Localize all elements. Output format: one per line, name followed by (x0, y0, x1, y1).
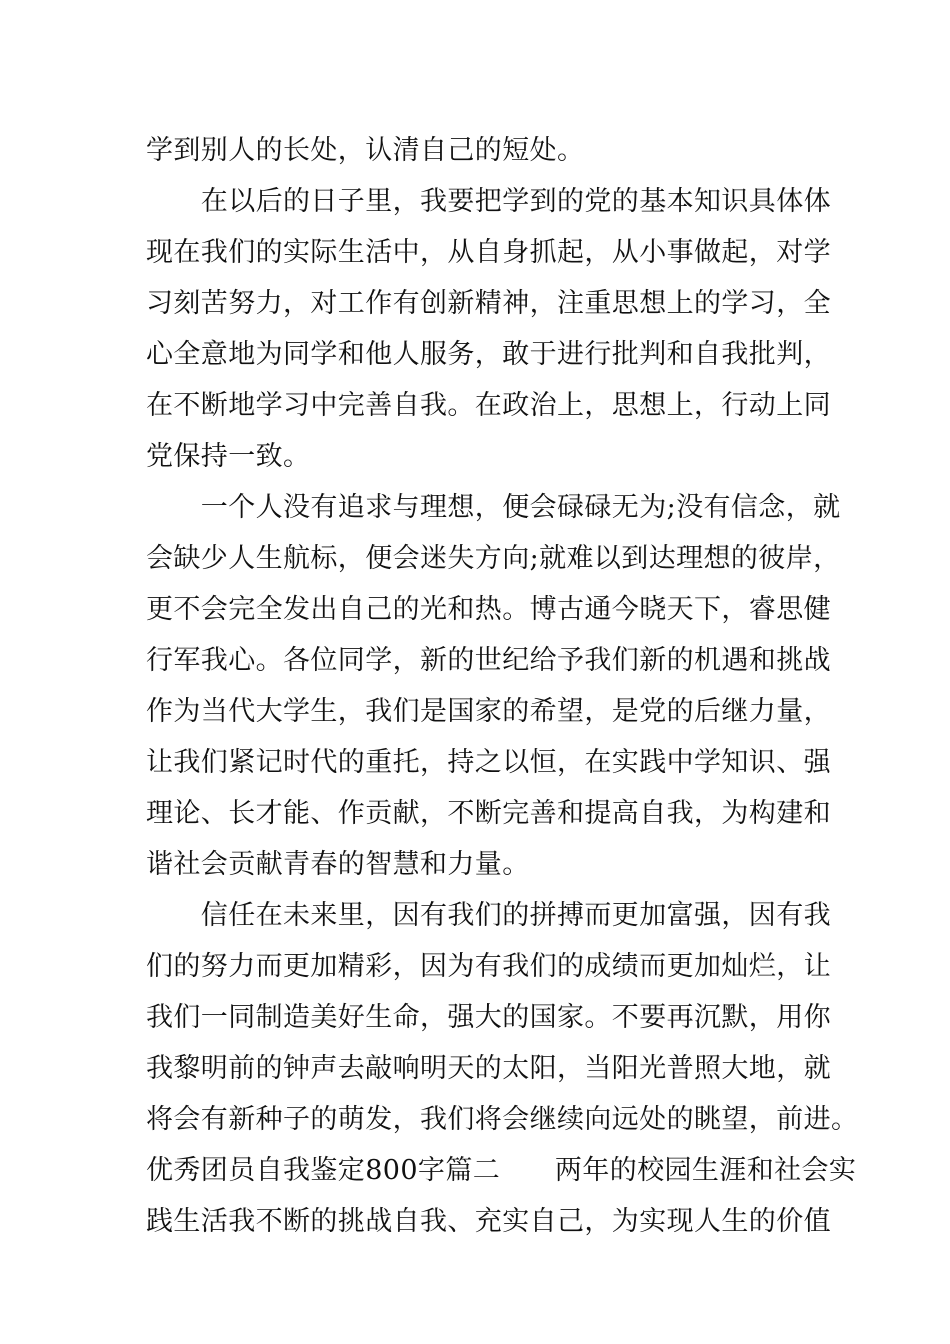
section-heading-line: 优秀团员自我鉴定800字篇二 两年的校园生涯和社会实 (146, 1155, 857, 1186)
text-line: 行军我心。各位同学，新的世纪给予我们新的机遇和挑战 (146, 645, 831, 676)
text-line: 在不断地学习中完善自我。在政治上，思想上，行动上同 (146, 390, 831, 421)
text-line: 心全意地为同学和他人服务，敢于进行批判和自我批判， (146, 339, 831, 370)
text-line: 在以后的日子里，我要把学到的党的基本知识具体体 (146, 186, 831, 217)
text-line: 习刻苦努力，对工作有创新精神，注重思想上的学习，全 (146, 288, 831, 319)
text-line: 学到别人的长处，认清自己的短处。 (146, 135, 585, 166)
text-line: 我们一同制造美好生命，强大的国家。不要再沉默，用你 (146, 1002, 831, 1033)
text-line: 践生活我不断的挑战自我、充实自己，为实现人生的价值 (146, 1206, 831, 1237)
text-line: 党保持一致。 (146, 441, 311, 472)
text-line: 作为当代大学生，我们是国家的希望，是党的后继力量， (146, 696, 831, 727)
text-line: 会缺少人生航标，便会迷失方向;就难以到达理想的彼岸， (146, 543, 841, 574)
text-line: 我黎明前的钟声去敲响明天的太阳，当阳光普照大地，就 (146, 1053, 831, 1084)
text-line: 让我们紧记时代的重托，持之以恒，在实践中学知识、强 (146, 747, 831, 778)
text-line: 现在我们的实际生活中，从自身抓起，从小事做起，对学 (146, 237, 831, 268)
body-text (146, 125, 859, 1247)
text-line: 理论、长才能、作贡献，不断完善和提高自我，为构建和 (146, 798, 831, 829)
text-line: 信任在未来里，因有我们的拼搏而更加富强，因有我 (146, 900, 831, 931)
text-line: 更不会完全发出自己的光和热。博古通今晓天下，睿思健 (146, 594, 831, 625)
text-line: 将会有新种子的萌发，我们将会继续向远处的眺望，前进。 (146, 1104, 859, 1135)
text-line: 谐社会贡献青春的智慧和力量。 (146, 849, 530, 880)
text-line: 们的努力而更加精彩，因为有我们的成绩而更加灿烂，让 (146, 951, 831, 982)
text-line: 一个人没有追求与理想，便会碌碌无为;没有信念，就 (146, 492, 841, 523)
